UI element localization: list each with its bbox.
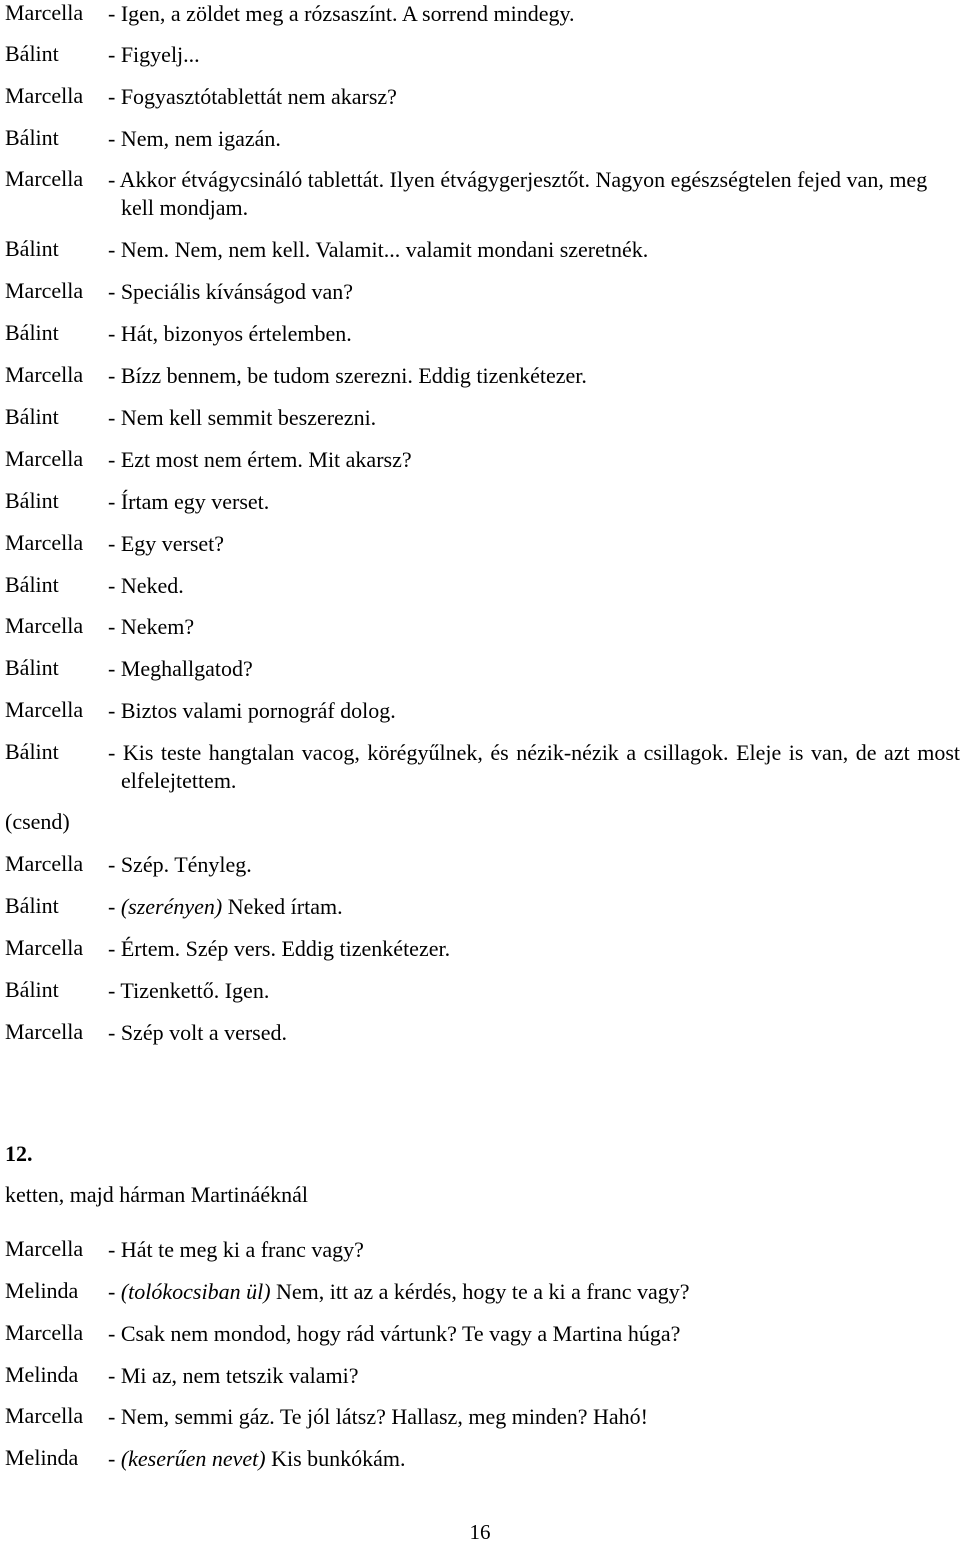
speech-text: - Speciális kívánságod van?	[108, 279, 353, 304]
speaker-name: Bálint	[5, 236, 59, 261]
speech-remainder: Nem, itt az a kérdés, hogy te a ki a franc vagy?	[270, 1279, 690, 1304]
speech-text: - Nem. Nem, nem kell. Valamit... valamit mondani szeretnék.	[108, 237, 649, 262]
speech-text: - Kis teste hangtalan vacog, körégyűlnek, és nézik-nézik a csillagok. Eleje is van, de azt most elfelejtettem.	[108, 740, 960, 793]
speaker-name: Marcella	[5, 166, 84, 191]
speaker-name: Bálint	[5, 320, 59, 345]
speech-text: - Szép. Tényleg.	[108, 852, 252, 877]
speech-text: - Egy verset?	[108, 531, 225, 556]
speaker-name: Marcella	[5, 0, 84, 25]
stage-direction	[5, 809, 960, 835]
speaker-name: Marcella	[5, 278, 84, 303]
speech-text: - Nem, semmi gáz. Te jól látsz? Hallasz, meg minden? Hahó!	[108, 1404, 648, 1429]
speech-dash: -	[108, 1279, 121, 1304]
speaker-name: Melinda	[5, 1445, 79, 1470]
speech-text	[108, 1445, 960, 1473]
speaker-name: Bálint	[5, 893, 59, 918]
speech-text: - Bízz bennem, be tudom szerezni. Eddig tizenkétezer.	[108, 363, 587, 388]
speech-text: - Nem, nem igazán.	[108, 126, 281, 151]
stage-note: (keserűen nevet)	[120, 1446, 266, 1471]
speech-text: - Fogyasztótablettát nem akarsz?	[108, 84, 397, 109]
speaker-name: Melinda	[5, 1362, 79, 1387]
speech-remainder: Kis bunkókám.	[265, 1446, 406, 1471]
speaker-name: Marcella	[5, 1019, 84, 1044]
speech-text: - Hát, bizonyos értelemben.	[108, 321, 352, 346]
page-number: 16	[469, 1520, 491, 1544]
speech-text: - Tizenkettő. Igen.	[108, 978, 270, 1003]
speaker-name: Bálint	[5, 41, 59, 66]
speech-text: - Csak nem mondod, hogy rád vártunk? Te vagy a Martina húga?	[108, 1321, 681, 1346]
speech-text: - Hát te meg ki a franc vagy?	[108, 1237, 364, 1262]
speech-text: - Meghallgatod?	[108, 656, 253, 681]
speech-text: - Szép volt a versed.	[108, 1020, 287, 1045]
speech-remainder: Neked írtam.	[222, 894, 343, 919]
speaker-name: Bálint	[5, 404, 59, 429]
speech-text: - Akkor étvágycsináló tablettát. Ilyen étvágygerjesztőt. Nagyon egészségtelen fejed van, meg kell mondjam.	[108, 167, 928, 220]
speaker-name: Marcella	[5, 1403, 84, 1428]
speech-text: - Ezt most nem értem. Mit akarsz?	[108, 447, 412, 472]
speaker-name: Bálint	[5, 572, 59, 597]
speaker-name: Bálint	[5, 125, 59, 150]
speaker-name: Melinda	[5, 1278, 79, 1303]
speaker-name: Marcella	[5, 530, 84, 555]
speech-text	[108, 1278, 960, 1306]
speaker-name: Marcella	[5, 613, 84, 638]
speech-text: - Írtam egy verset.	[108, 489, 270, 514]
stage-note: (szerényen)	[120, 894, 223, 919]
speech-dash: -	[108, 1446, 121, 1471]
speech-text: - Nem kell semmit beszerezni.	[108, 405, 377, 430]
speaker-name: Marcella	[5, 697, 84, 722]
speaker-name: Marcella	[5, 1236, 84, 1261]
speech-text	[108, 893, 960, 921]
speaker-name: Bálint	[5, 655, 59, 680]
speaker-name: Marcella	[5, 851, 84, 876]
speech-text: - Igen, a zöldet meg a rózsaszínt. A sorrend mindegy.	[108, 1, 575, 26]
speech-text: - Neked.	[108, 573, 184, 598]
speaker-name: Marcella	[5, 1320, 84, 1345]
scene-number: 12.	[5, 1141, 33, 1166]
speaker-name: Marcella	[5, 83, 84, 108]
speech-text: - Mi az, nem tetszik valami?	[108, 1363, 359, 1388]
stage-note: (tolókocsiban ül)	[120, 1279, 271, 1304]
speech-text: - Értem. Szép vers. Eddig tizenkétezer.	[108, 936, 451, 961]
speaker-name: Marcella	[5, 935, 84, 960]
stage-direction-text: (csend)	[5, 809, 70, 834]
speech-dash: -	[108, 894, 121, 919]
speech-text: - Nekem?	[108, 614, 195, 639]
speech-text: - Biztos valami pornográf dolog.	[108, 698, 396, 723]
speaker-name: Bálint	[5, 739, 59, 764]
scene-setting: ketten, majd hárman Martináéknál	[5, 1182, 308, 1207]
speech-text: - Figyelj...	[108, 42, 200, 67]
speaker-name: Marcella	[5, 362, 84, 387]
speaker-name: Bálint	[5, 488, 59, 513]
speaker-name: Bálint	[5, 977, 59, 1002]
speaker-name: Marcella	[5, 446, 84, 471]
